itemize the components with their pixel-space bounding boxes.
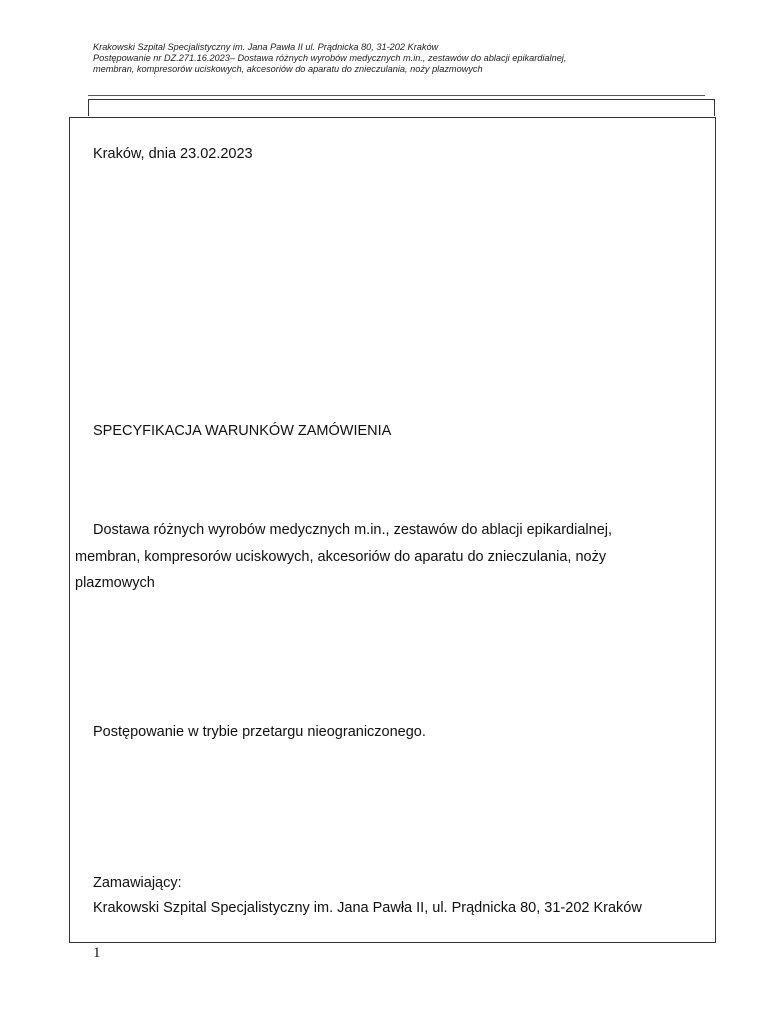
header-box: [88, 99, 715, 116]
ordering-party-label: Zamawiający:: [93, 875, 182, 891]
procedure-type: Postępowanie w trybie przetargu nieograniczonego.: [93, 724, 426, 740]
document-title: SPECYFIKACJA WARUNKÓW ZAMÓWIENIA: [93, 423, 392, 439]
header-rule: [88, 95, 705, 96]
ordering-party-name: Krakowski Szpital Specjalistyczny im. Jana Pawła II, ul. Prądnicka 80, 31-202 Kraków: [93, 900, 642, 916]
subject-line-1: Dostawa różnych wyrobów medycznych m.in., zestawów do ablacji epikardialnej,: [93, 522, 613, 538]
running-header: [93, 42, 713, 75]
header-line-subject: membran, kompresorów uciskowych, akcesoriów do aparatu do znieczulania, noży plazmowych: [93, 64, 483, 74]
page-number: 1: [93, 945, 101, 961]
subject-line-2: membran, kompresorów uciskowych, akcesoriów do aparatu do znieczulania, noży: [75, 549, 607, 565]
header-line-institution: Krakowski Szpital Specjalistyczny im. Jana Pawła II ul. Prądnicka 80, 31-202 Kraków: [93, 42, 439, 52]
header-line-procedure: Postępowanie nr DZ.271.16.2023– Dostawa różnych wyrobów medycznych m.in., zestawów do ablacji epikardialnej,: [93, 53, 567, 63]
place-date: Kraków, dnia 23.02.2023: [93, 146, 253, 162]
subject-line-3: plazmowych: [75, 575, 155, 591]
